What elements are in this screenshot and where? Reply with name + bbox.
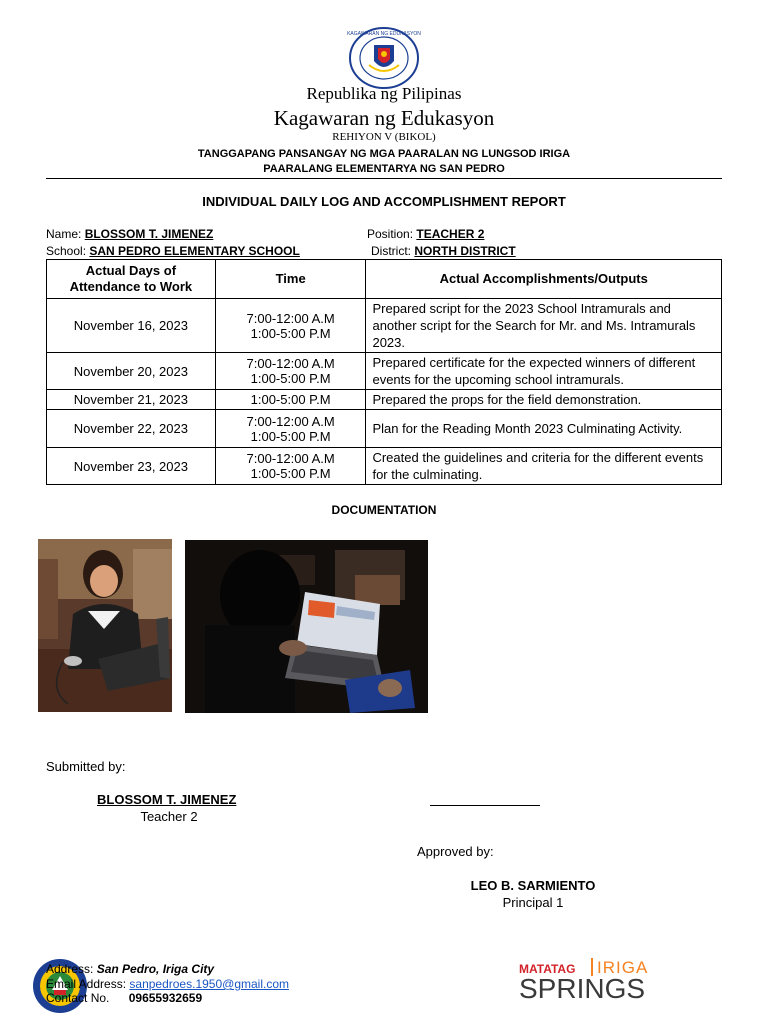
output-cell: Prepared script for the 2023 School Intramurals and another script for the Search for Mr. and Ms. Intramurals 2023. bbox=[366, 299, 722, 353]
output-cell: Prepared the props for the field demonstration. bbox=[366, 390, 722, 410]
email-link[interactable]: sanpedroes.1950@gmail.com bbox=[129, 977, 289, 991]
logo-iriga: IRIGA bbox=[597, 958, 649, 977]
table-row bbox=[47, 353, 722, 390]
table-row bbox=[47, 410, 722, 448]
time-cell bbox=[215, 353, 366, 390]
table-row bbox=[47, 299, 722, 353]
footer-contact bbox=[46, 991, 202, 1005]
daily-log-table bbox=[46, 259, 722, 485]
position-row bbox=[367, 227, 484, 241]
position-label: Position: bbox=[367, 227, 414, 241]
time-pm: 1:00-5:00 P.M bbox=[250, 325, 331, 341]
approved-by-label: Approved by: bbox=[417, 844, 494, 859]
submitter-name: BLOSSOM T. JIMENEZ bbox=[97, 792, 237, 807]
time-pm: 1:00-5:00 P.M bbox=[250, 466, 331, 481]
seal-text: KAGAWARAN NG EDUKASYON bbox=[347, 31, 421, 37]
report-title: INDIVIDUAL DAILY LOG AND ACCOMPLISHMENT REPORT bbox=[202, 194, 566, 209]
district-label: District: bbox=[371, 244, 411, 258]
approver-name: LEO B. SARMIENTO bbox=[470, 878, 596, 893]
district-value: NORTH DISTRICT bbox=[414, 244, 516, 258]
position-value: TEACHER 2 bbox=[416, 227, 485, 241]
header-time: Time bbox=[215, 260, 366, 299]
time-pm: 1:00-5:00 P.M bbox=[250, 428, 331, 444]
name-label: Name: bbox=[46, 227, 82, 241]
address-value: San Pedro, Iriga City bbox=[96, 962, 215, 976]
deped-seal-logo bbox=[347, 27, 421, 89]
submitted-by-label: Submitted by: bbox=[46, 759, 126, 774]
time-am: 7:00-12:00 A.M bbox=[246, 451, 335, 466]
time-cell bbox=[215, 299, 366, 353]
header-accomplishments: Actual Accomplishments/Outputs bbox=[366, 260, 722, 299]
time-am: 7:00-12:00 A.M bbox=[246, 310, 335, 326]
date-cell: November 21, 2023 bbox=[47, 390, 216, 410]
contact-value: 09655932659 bbox=[128, 991, 203, 1005]
output-cell: Plan for the Reading Month 2023 Culminating Activity. bbox=[366, 410, 722, 448]
region-line: REHIYON V (BIKOL) bbox=[332, 131, 436, 143]
output-cell: Created the guidelines and criteria for the different events for the culminating. bbox=[366, 448, 722, 485]
republic-line: Republika ng Pilipinas bbox=[306, 84, 462, 103]
date-cell: November 22, 2023 bbox=[47, 410, 216, 448]
school-line: PAARALANG ELEMENTARYA NG SAN PEDRO bbox=[263, 163, 505, 175]
header-attendance: Actual Days of Attendance to Work bbox=[47, 260, 216, 299]
time-am: 7:00-12:00 A.M bbox=[246, 413, 335, 429]
district-row bbox=[371, 244, 516, 258]
table-row bbox=[47, 448, 722, 485]
address-label: Address: bbox=[46, 962, 94, 976]
logo-springs: SPRINGS bbox=[519, 973, 646, 1004]
department-line: Kagawaran ng Edukasyon bbox=[273, 106, 495, 130]
contact-label: Contact No. bbox=[46, 991, 110, 1005]
name-row bbox=[46, 227, 213, 241]
time-cell bbox=[215, 448, 366, 485]
footer-address bbox=[46, 962, 214, 976]
approver-position: Principal 1 bbox=[502, 895, 564, 910]
footer-email bbox=[46, 977, 289, 991]
logo-matatag: MATATAG bbox=[519, 962, 576, 976]
documentation-photo-2 bbox=[185, 540, 428, 713]
date-cell: November 23, 2023 bbox=[47, 448, 216, 485]
time-am: 7:00-12:00 A.M bbox=[246, 356, 335, 371]
matatag-iriga-logo bbox=[519, 958, 669, 1008]
table-header-row bbox=[47, 260, 722, 299]
school-row bbox=[46, 244, 300, 258]
table-row bbox=[47, 390, 722, 410]
documentation-title: DOCUMENTATION bbox=[331, 503, 437, 517]
date-cell: November 20, 2023 bbox=[47, 353, 216, 390]
time-cell: 1:00-5:00 P.M bbox=[215, 390, 366, 410]
time-pm: 1:00-5:00 P.M bbox=[250, 371, 331, 386]
name-value: BLOSSOM T. JIMENEZ bbox=[84, 227, 214, 241]
email-label: Email Address: bbox=[46, 977, 127, 991]
header-divider bbox=[46, 178, 722, 179]
division-line: TANGGAPANG PANSANGAY NG MGA PAARALAN NG LUNGSOD IRIGA bbox=[197, 148, 571, 160]
school-value: SAN PEDRO ELEMENTARY SCHOOL bbox=[89, 244, 300, 258]
documentation-photo-1 bbox=[38, 539, 172, 712]
date-cell: November 16, 2023 bbox=[47, 299, 216, 353]
school-label: School: bbox=[46, 244, 87, 258]
output-cell: Prepared certificate for the expected winners of different events for the upcoming school intramurals. bbox=[366, 353, 722, 390]
time-cell bbox=[215, 410, 366, 448]
signature-line bbox=[430, 805, 540, 806]
submitter-position: Teacher 2 bbox=[140, 809, 198, 824]
